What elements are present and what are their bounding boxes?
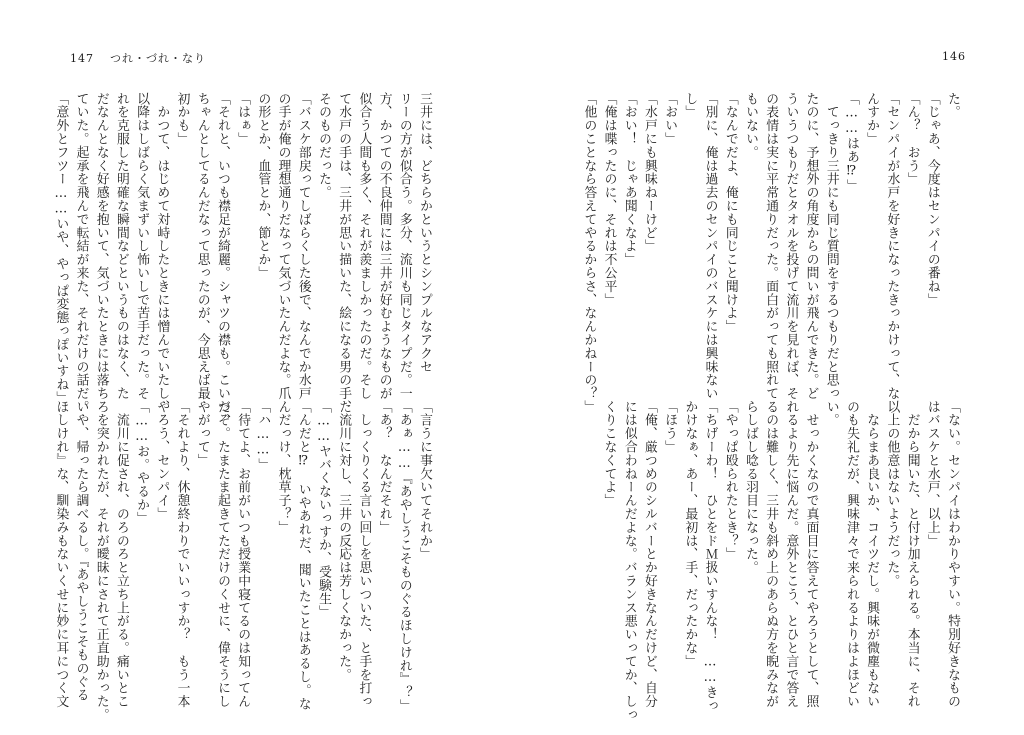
page-number-left: 147 [70, 52, 94, 65]
page-number-right: 146 [942, 50, 966, 63]
running-head: つれ・づれ・なり [110, 52, 206, 65]
left-page-lower-text: 「言うに事欠いてそれか」 「あぁ……『あやしうこそものぐるほしけれ』？」 「あ？ なんだそれ」 しっくりくる言い回しを思いついた、と手を打っ た流川に対し、三井の反応は芳しくなかった。 「……ヤバくないっすか、受験生」 「んだと⁉ いやあれだ、聞いたことはあるし。な んだっけ、枕草子？」 「ハ……」 「待てよ、お前がいつも授業中寝てるのは知ってん だぞ。たまたま起きてただけのくせに、偉そうにし やがって」 「それより、休憩終わりでいいっすか？ もう一本 やろう、センパイ」 「……お。やるか」 流川に促され、のろのろと立ち上がる。痛いとこ ろを突かれたが、それが曖昧にされて正直助かった。 いや、帰ったら調べるし。『あやしうこそものぐる ほしけれ』な、馴染みもないくせに妙に耳につく文 [53, 400, 432, 722]
right-page-lower-text: 「ない。センパイはわかりやすい。特別好きなもの はバスケと水戸、以上」 だから聞いた、と付け加えられる。本当に、それ 以上の他意はないようだった。 ならまあ良いか、コイツだし。興味が微塵もない のも失礼だが、興味津々で来られるよりはよほどい い。 せっかくなので真面目に答えてやろうとして、照 れるより先に悩んだ。意外とこう、とひと言で答え るのは難しく、三井も斜め上のあらぬ方を睨みなが らしばし唸る羽目になった。 「やっぱ殴られたとき？」 「ちげーわ！ ひとをドＭ扱いすんな！ ……きっ かけなぁ、あー、最初は、手、だったかな」 「ほう」 「俺、厳つめのシルバーとか好きなんだけど、自分 には似合わねーんだよな。バランス悪いってか、しっ くりこなくてよ」 [601, 400, 960, 722]
left-page-header [70, 50, 206, 66]
right-page-header [942, 50, 966, 63]
left-page-upper-text: 三井には、どちらかというとシンプルなアクセ リーの方が似合う。多分、流川も同じタイプだ。一 方、かつての不良仲間には三井が好むようなものが 似合う人間も多く、それが羨ましかったのだ。そし て水戸の手は、三井が思い描いた、絵になる男の手、 そのものだった。 「バスケ部戻ってしばらくした後で、なんでか水戸 の手が俺の理想通りだなって気づいたんだよな。爪 の形とか、血管とか、節とか」 「はぁ」 「それと、いつも襟足が綺麗。シャツの襟も。こいつ、 ちゃんとしてるんだなって思ったのが、今思えば最 初かも」 かつて、はじめて対峙したときには憎んでいたし、 以降はしばらく気まずいし怖いしで苦手だった。そ れを克服した明確な瞬間などというものはなく、た だなんとなく好感を抱いて、気づいたときには落ち ていた。起承を飛んで転結が来た、それだけの話だ。 「意外とフツー……いや、やっぱ変態っぽいすね」 [53, 92, 432, 427]
right-page-upper-text: た。 「じゃあ、今度はセンパイの番ね」 「ん？ おう」 「センパイが水戸を好きになったきっかけって、な んすか」 「……はあ⁉」 てっきり三井にも同じ質問をするつもりだと思っ たのに、予想外の角度からの問いが飛んできた。ど ういうつもりだとタオルを投げて流川を見れば、そ の表情は実に平常通りだった。面白がっても照れて もいない。 「なんでだよ、俺にも同じこと聞けよ」 「別に、俺は過去のセンパイのバスケには興味ない し」 「おい」 「水戸にも興味ねーけど」 「おい！ じゃあ聞くなよ」 「俺は喋ったのに、それは不公平」 「他のことなら答えてやるからさ、なんかねーの？」 [581, 92, 960, 414]
right-page [512, 0, 1024, 735]
